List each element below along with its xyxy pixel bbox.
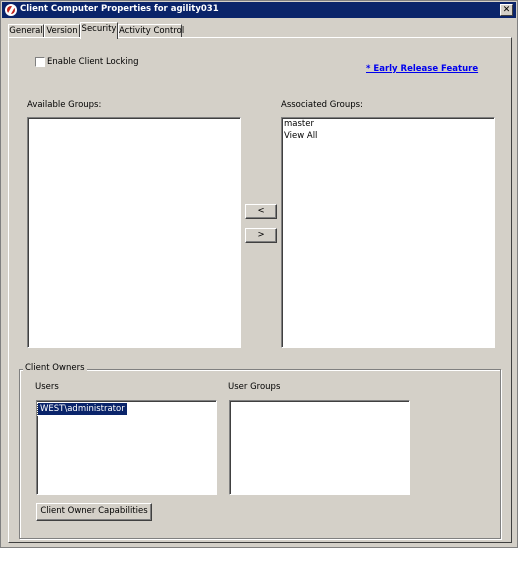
enable-client-locking-label: Enable Client Locking [47, 57, 139, 67]
early-release-feature-link[interactable]: * Early Release Feature [366, 64, 479, 74]
tab-general[interactable]: General [9, 26, 43, 36]
users-list[interactable] [36, 400, 217, 495]
list-item-master[interactable]: master [284, 119, 314, 129]
client-owner-capabilities-button[interactable]: Client Owner Capabilities [36, 503, 152, 521]
close-button[interactable]: ✕ [500, 4, 513, 16]
tab-security[interactable]: Security [80, 22, 118, 39]
client-owners-title: Client Owners [25, 363, 85, 373]
associated-groups-list[interactable] [281, 117, 495, 348]
tab-version[interactable]: Version [44, 24, 80, 38]
list-item-user[interactable]: WEST\administrator [40, 404, 125, 414]
move-left-button[interactable]: < [245, 204, 277, 219]
enable-client-locking-checkbox[interactable] [35, 57, 45, 67]
user-groups-label: User Groups [228, 382, 281, 392]
window-bottom-edge [0, 548, 518, 580]
title-bar[interactable] [2, 2, 516, 18]
user-groups-list[interactable] [229, 400, 410, 495]
list-item-view-all[interactable]: View All [284, 131, 318, 141]
app-logo-icon [5, 4, 17, 16]
associated-groups-label: Associated Groups: [281, 100, 363, 110]
users-label: Users [35, 382, 59, 392]
move-right-button[interactable]: > [245, 228, 277, 243]
available-groups-list[interactable] [27, 117, 241, 348]
security-tab-panel [8, 37, 512, 543]
tab-activity-control[interactable]: Activity Control [119, 26, 185, 36]
available-groups-label: Available Groups: [27, 100, 102, 110]
window-title: Client Computer Properties for agility031 [20, 4, 219, 14]
